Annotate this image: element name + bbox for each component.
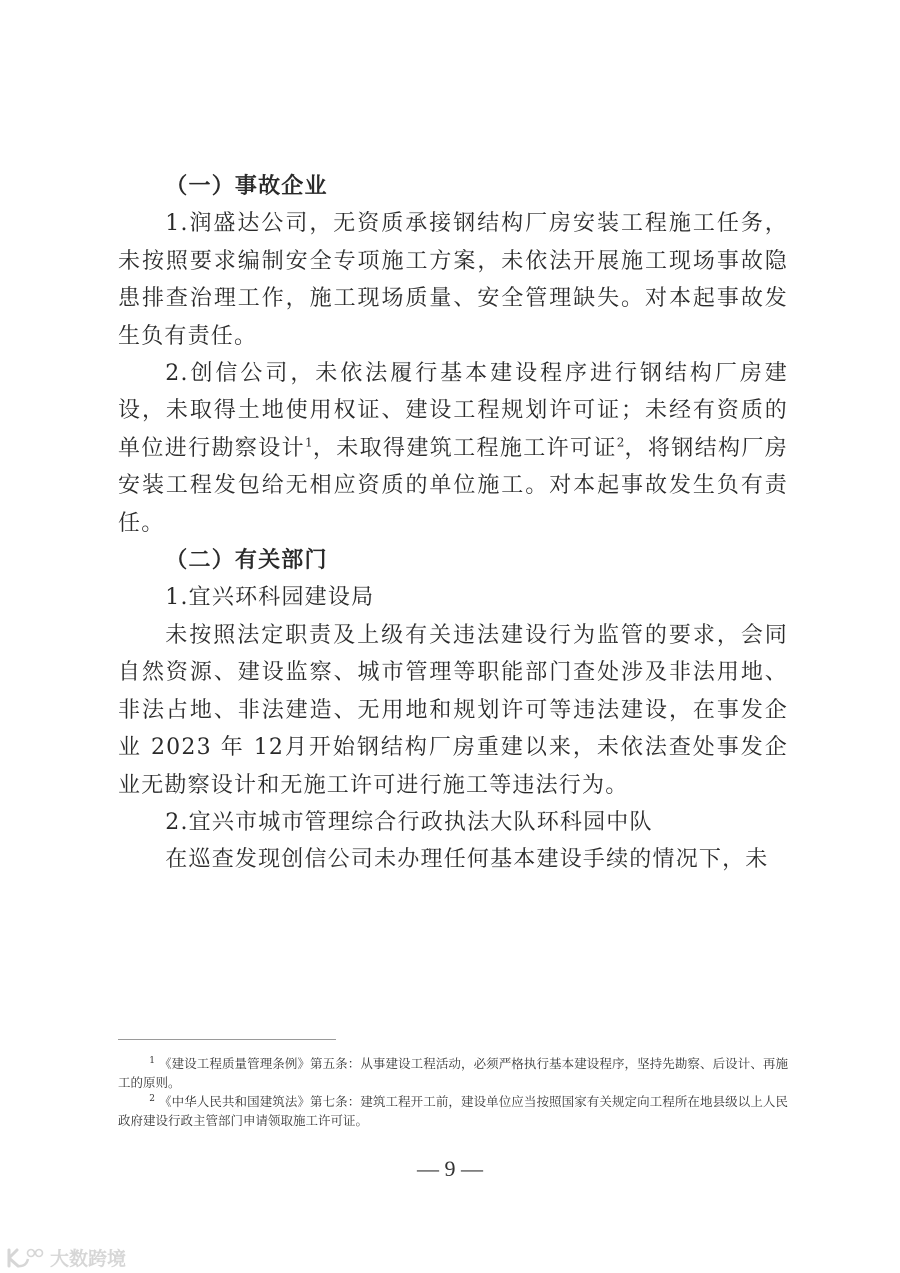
footnote-ref-2[interactable]: 2 xyxy=(616,435,625,450)
page-number: — 9 — xyxy=(417,1156,483,1181)
footnote-separator xyxy=(118,1039,336,1040)
section-heading-accident-enterprises: （一）事故企业 xyxy=(165,173,328,199)
section-heading-related-departments: （二）有关部门 xyxy=(165,547,328,574)
watermark xyxy=(6,1244,126,1271)
paragraph-chuangxin-part-1: 2.创信公司，未依法履行基本建设程序进行钢结构厂房建设，未取得土地使用权证、建设工程规划许可证；未经有资质的单位进行勘察设计 xyxy=(118,361,788,461)
footnote-mark-2: 2 xyxy=(149,1093,155,1104)
paragraph-chuangxin-part-2: ，未取得建筑工程施工许可证 xyxy=(312,435,617,461)
footnotes xyxy=(118,1054,788,1130)
footnote-1 xyxy=(118,1054,788,1092)
footnote-text-1: 《建设工程质量管理条例》第五条：从事建设工程活动，必须严格执行基本建设程序，坚持先勘察、后设计、再施工的原则。 xyxy=(118,1056,788,1090)
k100-logo-icon xyxy=(6,1247,44,1269)
paragraph-construction-bureau: 未按照法定职责及上级有关违法建设行为监管的要求，会同自然资源、建设监察、城市管理等职能部门查处涉及非法用地、非法占地、非法建造、无用地和规划许可等违法建设，在事发企业 2023 年 12月开始钢结构厂房重建以来，未依法查处事发企业无勘察设计和无施工许可进行施工等违法行为。 xyxy=(118,622,788,798)
footnote-text-2: 《中华人民共和国建筑法》第七条：建筑工程开工前，建设单位应当按照国家有关规定向工程所在地县级以上人民政府建设行政主管部门申请领取施工许可证。 xyxy=(118,1094,788,1128)
paragraph-chuangxin xyxy=(118,355,788,542)
document-body xyxy=(118,168,788,879)
footnote-ref-1[interactable]: 1 xyxy=(305,435,313,450)
footnote-2 xyxy=(118,1092,788,1130)
paragraph-runshengda: 1.润盛达公司，无资质承接钢结构厂房安装工程施工任务，未按照要求编制安全专项施工方案，未依法开展施工现场事故隐患排查治理工作，施工现场质量、安全管理缺失。对本起事故发生负有责任。 xyxy=(118,211,788,349)
subheading-enforcement-squad: 2.宜兴市城市管理综合行政执法大队环科园中队 xyxy=(165,809,653,835)
paragraph-enforcement-squad: 在巡查发现创信公司未办理任何基本建设手续的情况下，未 xyxy=(165,847,769,873)
subheading-construction-bureau: 1.宜兴环科园建设局 xyxy=(165,585,375,611)
footnote-mark-1: 1 xyxy=(149,1055,155,1066)
paragraph-chuangxin-part-3: ，将钢结构厂房安装工程发包给无相应资质的单位施工。对本起事故发生负有责任。 xyxy=(118,435,788,536)
watermark-text: 大数跨境 xyxy=(50,1248,127,1270)
